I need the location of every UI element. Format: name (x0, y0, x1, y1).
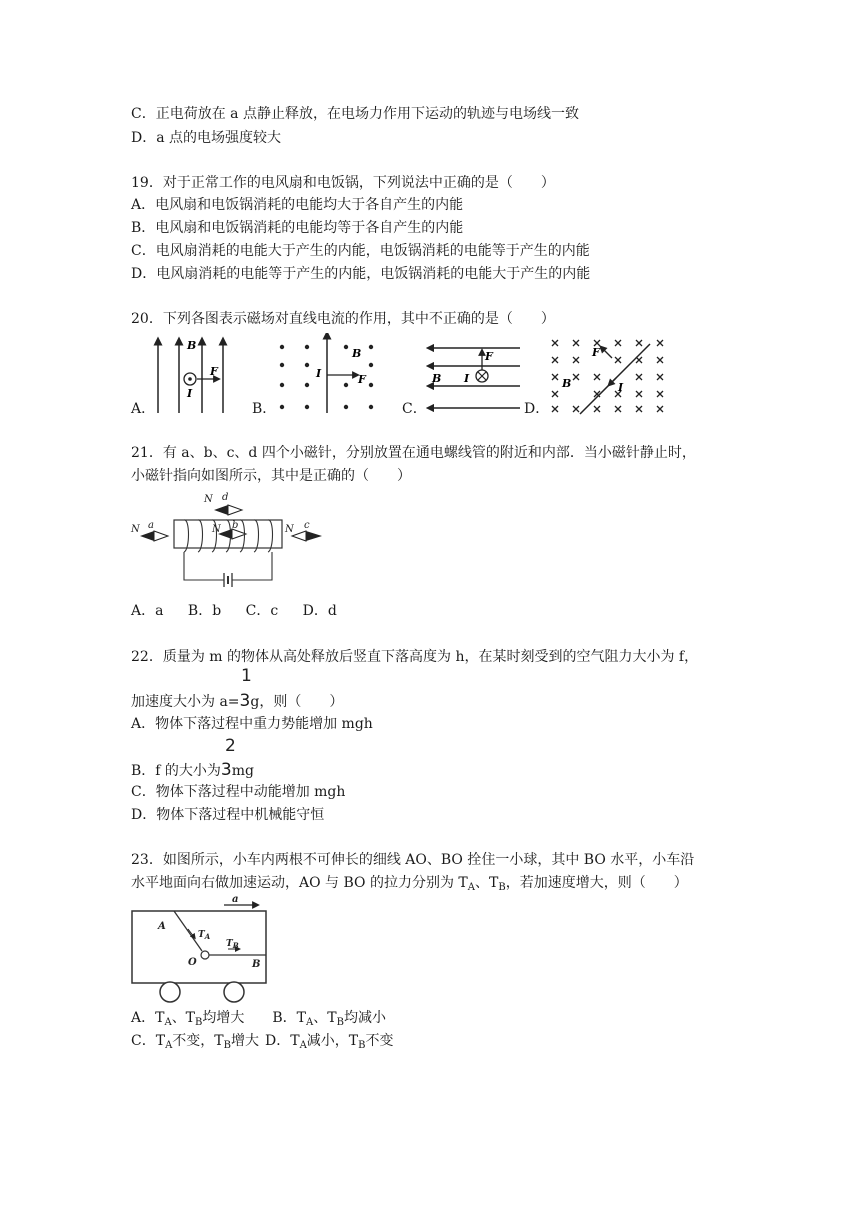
label-b-point: B (252, 959, 261, 970)
q21-stem-line1: 21．有 a、b、c、d 四个小磁针，分别放置在通电螺线管的附近和内部．当小磁针静止时， (131, 445, 696, 461)
q21-solenoid-figure (128, 490, 334, 594)
q19-option-a: A．电风扇和电饭锅消耗的电能均大于各自产生的内能 (131, 197, 464, 213)
label-a: a (232, 894, 239, 905)
q20-label-c: C． (402, 401, 427, 417)
q22-stem-line1: 22．质量为 m 的物体从高处释放后竖直下落高度为 h，在某时刻受到的空气阻力大小为 f， (131, 649, 699, 665)
q23-cart-figure (128, 893, 270, 1005)
q22-fraction-2-denominator: 3 (220, 760, 232, 780)
label-a-point: A (158, 921, 166, 932)
q22-stem-suffix: g，则（ ） (250, 694, 344, 710)
q23-options-row2 (131, 1031, 394, 1051)
label-b: b (232, 520, 239, 531)
q20-figure-b (272, 333, 382, 415)
q19-option-d: D．电风扇消耗的电能等于产生的内能，电饭锅消耗的电能大于产生的内能 (131, 266, 591, 282)
label-b: B (187, 339, 197, 352)
label-f: F (485, 350, 493, 363)
label-a: a (148, 520, 154, 531)
label-n-b: N (212, 524, 221, 535)
q21-option-c: C．c (245, 603, 279, 619)
q23-options-row1 (131, 1008, 386, 1028)
q23-stem-mid: 、T (475, 875, 499, 891)
label-i: I (316, 367, 322, 380)
subscript-b: B (498, 882, 506, 893)
label-o: O (188, 957, 197, 968)
q20-label-b: B． (252, 401, 277, 417)
q22-option-c: C．物体下落过程中动能增加 mgh (131, 784, 346, 800)
q21-option-d: D．d (302, 603, 337, 619)
q20-label-d: D． (524, 401, 550, 417)
q21-stem-line2: 小磁针指向如图所示，其中是正确的（ ） (131, 468, 411, 484)
label-f: F (592, 346, 600, 359)
q18-option-d: D．a 点的电场强度较大 (131, 130, 282, 146)
q19-stem: 19．对于正常工作的电风扇和电饭锅，下列说法中正确的是（ ） (131, 175, 555, 191)
label-n-a: N (131, 524, 140, 535)
subscript-a: A (467, 882, 475, 893)
q20-label-a: A． (131, 401, 156, 417)
q22-stem-prefix: 加速度大小为 a= (131, 694, 240, 710)
q23-stem-suffix: ，若加速度增大，则（ ） (505, 875, 688, 891)
q22-option-d: D．物体下落过程中机械能守恒 (131, 807, 325, 823)
q21-option-a: A．a (131, 603, 164, 619)
q22-option-b-prefix: B．f 的大小为 (131, 763, 221, 779)
q20-stem: 20．下列各图表示磁场对直线电流的作用，其中不正确的是（ ） (131, 311, 555, 327)
label-b: B (562, 377, 572, 390)
q20-figure-d (548, 336, 672, 416)
q22-fraction-1-numerator: 1 (241, 666, 252, 686)
label-n-c: N (285, 524, 294, 535)
label-ta: $T_A$ (198, 930, 211, 941)
q18-option-c: C．正电荷放在 a 点静止释放，在电场力作用下运动的轨迹与电场线一致 (131, 106, 579, 122)
label-i: I (464, 372, 470, 385)
q20-figure-c (426, 342, 522, 414)
label-f: F (358, 373, 366, 386)
label-f: F (210, 365, 218, 378)
q21-options (131, 601, 337, 621)
label-c: c (304, 520, 310, 531)
q21-option-b: B．b (187, 603, 222, 619)
q22-option-b (131, 760, 254, 781)
q20-figure-a (150, 335, 230, 415)
q22-option-b-suffix: mg (231, 763, 254, 779)
label-i: I (187, 387, 193, 400)
q19-option-b: B．电风扇和电饭锅消耗的电能均等于各自产生的内能 (131, 220, 464, 236)
label-d: d (222, 492, 229, 503)
q23-stem-prefix: 水平地面向右做加速运动，AO 与 BO 的拉力分别为 T (131, 875, 468, 891)
label-b: B (352, 347, 362, 360)
q22-fraction-1-denominator: 3 (239, 691, 251, 711)
q23-option-c: C．$T_A$不变，$T_B$增大 (131, 1033, 259, 1051)
q22-fraction-2-numerator: 2 (225, 736, 236, 756)
label-tb: $T_B$ (226, 939, 239, 950)
q23-option-a: A．$T_A$、$T_B$均增大 (131, 1010, 245, 1028)
q22-option-a: A．物体下落过程中重力势能增加 mgh (131, 716, 373, 732)
label-i: I (618, 381, 624, 394)
q19-option-c: C．电风扇消耗的电能大于产生的内能，电饭锅消耗的电能等于产生的内能 (131, 243, 590, 259)
q23-option-d: D．$T_A$减小，$T_B$不变 (265, 1033, 394, 1051)
label-b: B (432, 372, 442, 385)
q23-stem-line2 (131, 873, 688, 893)
q23-option-b: B．$T_A$、$T_B$均减小 (272, 1010, 386, 1028)
q23-stem-line1: 23．如图所示，小车内两根不可伸长的细线 AO、BO 拴住一小球，其中 BO 水平，小车沿 (131, 852, 695, 868)
label-n-d: N (204, 494, 213, 505)
q22-stem-line2 (131, 691, 343, 712)
